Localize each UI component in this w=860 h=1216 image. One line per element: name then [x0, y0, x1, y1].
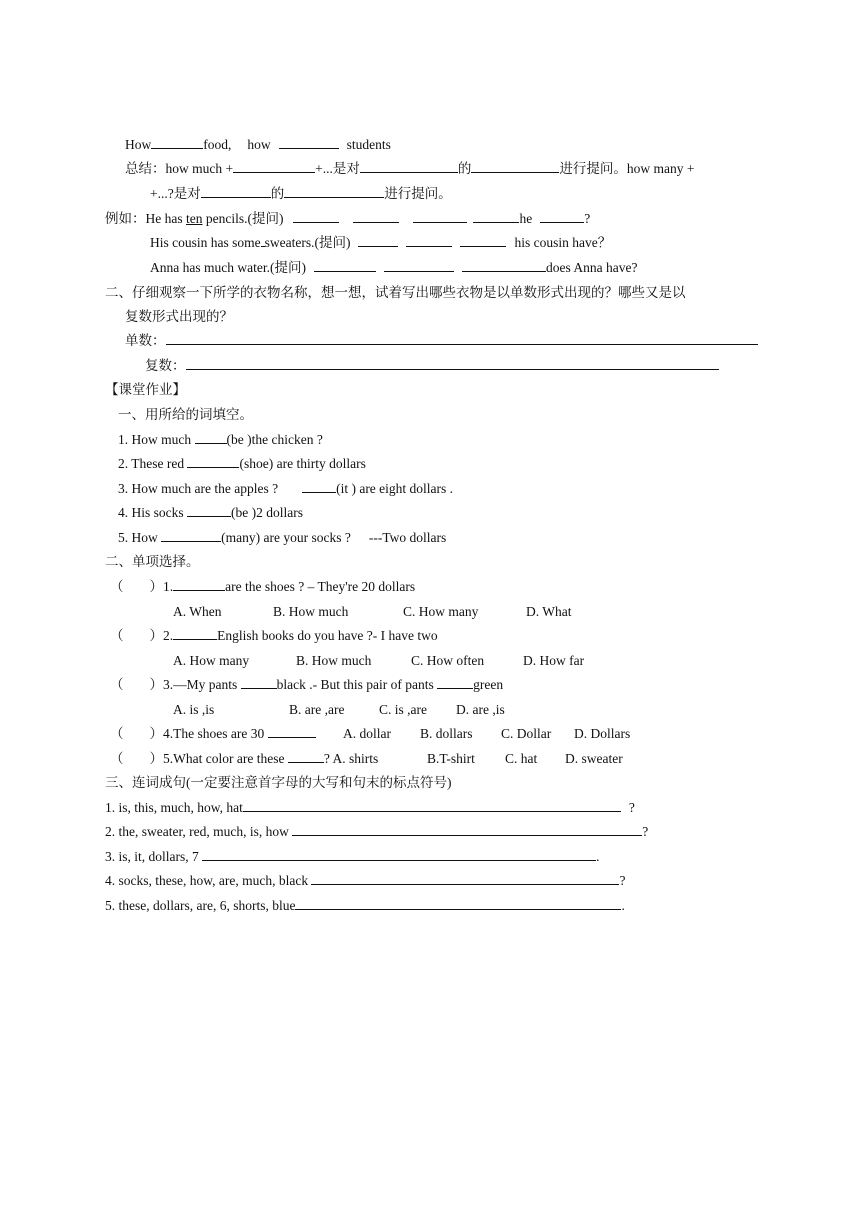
- text: black .- But this pair of pants: [276, 677, 438, 692]
- text: 例如：: [105, 211, 146, 226]
- plural-answer-blank: [186, 357, 719, 370]
- blank: [173, 627, 217, 640]
- summary-line-2: [150, 185, 452, 203]
- answer-paren-open: （: [110, 628, 124, 643]
- answer-blank: [311, 872, 619, 885]
- order-item: [105, 799, 635, 817]
- text: 1. is, this, much, how, hat: [105, 800, 243, 815]
- answer-blank: [243, 799, 621, 812]
- text: green: [473, 677, 504, 692]
- example-line-1: [105, 210, 590, 228]
- example-line-3: [150, 259, 637, 277]
- text: ）5.What color are these: [149, 751, 288, 766]
- text: ?: [642, 824, 649, 839]
- blank: [241, 676, 277, 689]
- blank: [460, 234, 506, 247]
- blank: [384, 259, 454, 272]
- mc-option-a: A. is ,is: [173, 702, 215, 717]
- answer-blank: [295, 897, 621, 910]
- text: ?: [628, 800, 635, 815]
- text: food,: [203, 137, 232, 152]
- example-line-2: [150, 234, 611, 252]
- text: does Anna have?: [545, 260, 638, 275]
- blank: [462, 259, 546, 272]
- mc-option-d: D. What: [526, 604, 572, 619]
- text: English books do you have ?- I have two: [217, 628, 438, 643]
- order-item: [105, 897, 625, 915]
- fill-section-title: 一、用所给的词填空。: [118, 407, 253, 422]
- fill-item: [118, 504, 303, 522]
- blank: [473, 210, 519, 223]
- text: ?: [619, 873, 626, 888]
- text: he: [519, 211, 533, 226]
- blank: [187, 455, 239, 468]
- homework-title: 【课堂作业】: [105, 382, 186, 397]
- text: His cousin has some: [150, 235, 261, 250]
- text: +...?是对: [150, 186, 201, 201]
- blank: [187, 504, 231, 517]
- blank: [151, 136, 203, 149]
- text: pencils.(提问): [202, 211, 284, 226]
- text: (shoe) are thirty dollars: [239, 456, 366, 471]
- mc-option-d: D. sweater: [565, 751, 623, 766]
- text: his cousin have？: [514, 235, 612, 250]
- mc-option-d: D. How far: [523, 653, 585, 668]
- text: 进行提问。how many +: [559, 161, 695, 176]
- mc-option-c: C. Dollar: [501, 726, 552, 741]
- fill-item: [118, 529, 446, 547]
- answer-blank: [202, 848, 596, 861]
- fill-item: [118, 480, 453, 498]
- blank: [358, 234, 398, 247]
- blank: [279, 136, 339, 149]
- order-item: [105, 848, 600, 866]
- mc-option-b: B. How much: [296, 653, 372, 668]
- how-food-line: [125, 136, 391, 154]
- mc-question: [110, 750, 378, 768]
- blank: [314, 259, 376, 272]
- mc-option-c: C. hat: [505, 751, 538, 766]
- text: (be )the chicken ?: [226, 432, 323, 447]
- answer-paren-open: （: [110, 677, 124, 692]
- blank: [360, 160, 458, 173]
- answer-blank: [292, 823, 642, 836]
- answer-paren-open: （: [110, 726, 124, 741]
- text: 的: [270, 186, 285, 201]
- text: 4. His socks: [118, 505, 188, 520]
- blank: [268, 725, 316, 738]
- fill-item: [118, 455, 366, 473]
- order-item: [105, 872, 625, 890]
- mc-question: [110, 627, 438, 645]
- text: .: [621, 898, 625, 913]
- underlined-word: ten: [186, 211, 203, 226]
- text: .: [596, 849, 600, 864]
- blank: [161, 529, 221, 542]
- observe-line-2: 复数形式出现的？: [125, 309, 233, 324]
- mc-option-d: D. Dollars: [574, 726, 631, 741]
- answer-paren-open: （: [110, 751, 124, 766]
- text: How: [125, 137, 152, 152]
- singular-answer-blank: [166, 332, 758, 345]
- text: 进行提问。: [384, 186, 452, 201]
- text: 2. the, sweater, red, much, is, how: [105, 824, 293, 839]
- mc-option-b: B. dollars: [420, 726, 473, 741]
- summary-line-1: [125, 160, 694, 178]
- text: ? A. shirts: [323, 751, 379, 766]
- blank: [406, 234, 452, 247]
- mc-section-title: 二、单项选择。: [105, 554, 200, 569]
- text: 1. How much: [118, 432, 195, 447]
- mc-option-b: B. are ,are: [289, 702, 345, 717]
- text: 单数：: [125, 333, 166, 348]
- text: ）3.—My pants: [149, 677, 241, 692]
- text: 4. socks, these, how, are, much, black: [105, 873, 312, 888]
- blank: [173, 578, 225, 591]
- mc-option-a: A. When: [173, 604, 222, 619]
- text: (many) are your socks ?: [221, 530, 351, 545]
- text: +...是对: [315, 161, 360, 176]
- mc-question: [110, 725, 316, 743]
- blank: [195, 431, 227, 444]
- text: 3. How much are the apples ?: [118, 481, 279, 496]
- fill-item: [118, 431, 323, 449]
- observe-line-1: 二、仔细观察一下所学的衣物名称，想一想，试着写出哪些衣物是以单数形式出现的？哪些又是以: [105, 285, 686, 300]
- text: 的: [457, 161, 472, 176]
- text: (it ) are eight dollars .: [336, 481, 454, 496]
- mc-option-b: B.T-shirt: [427, 751, 475, 766]
- blank: [413, 210, 467, 223]
- text: (be )2 dollars: [231, 505, 303, 520]
- text: ）4.The shoes are 30: [149, 726, 268, 741]
- mc-question: [110, 578, 415, 596]
- plural-line: [145, 357, 719, 375]
- text: are the shoes ? – They're 20 dollars: [225, 579, 416, 594]
- answer-paren-open: （: [110, 579, 124, 594]
- blank: [437, 676, 473, 689]
- text: students: [346, 137, 391, 152]
- text: He has: [145, 211, 186, 226]
- blank: [293, 210, 339, 223]
- blank: [471, 160, 559, 173]
- text: ?: [584, 211, 591, 226]
- blank: [302, 480, 336, 493]
- text: 复数：: [145, 358, 186, 373]
- text: ）2.: [149, 628, 174, 643]
- blank: [353, 210, 399, 223]
- blank: [284, 185, 384, 198]
- blank: [540, 210, 584, 223]
- text: ）1.: [149, 579, 174, 594]
- mc-option-a: A. How many: [173, 653, 250, 668]
- mc-option-b: B. How much: [273, 604, 349, 619]
- text: ---Two dollars: [368, 530, 447, 545]
- mc-option-c: C. is ,are: [379, 702, 427, 717]
- text: Anna has much water.(提问): [150, 260, 306, 275]
- order-section-title: 三、连词成句(一定要注意首字母的大写和句末的标点符号): [105, 775, 452, 790]
- text: 3. is, it, dollars, 7: [105, 849, 203, 864]
- text: 5. these, dollars, are, 6, shorts, blue: [105, 898, 296, 913]
- mc-option-a: A. dollar: [343, 726, 391, 741]
- text: sweaters.(提问): [264, 235, 351, 250]
- mc-option-d: D. are ,is: [456, 702, 505, 717]
- text: 5. How: [118, 530, 162, 545]
- blank: [233, 160, 315, 173]
- mc-option-c: C. How often: [411, 653, 485, 668]
- text: 2. These red: [118, 456, 188, 471]
- mc-option-c: C. How many: [403, 604, 479, 619]
- blank: [288, 750, 324, 763]
- singular-line: [125, 332, 758, 350]
- text: 总结：how much +: [125, 161, 234, 176]
- order-item: [105, 823, 648, 841]
- blank: [201, 185, 271, 198]
- mc-question: [110, 676, 503, 694]
- text: how: [247, 137, 271, 152]
